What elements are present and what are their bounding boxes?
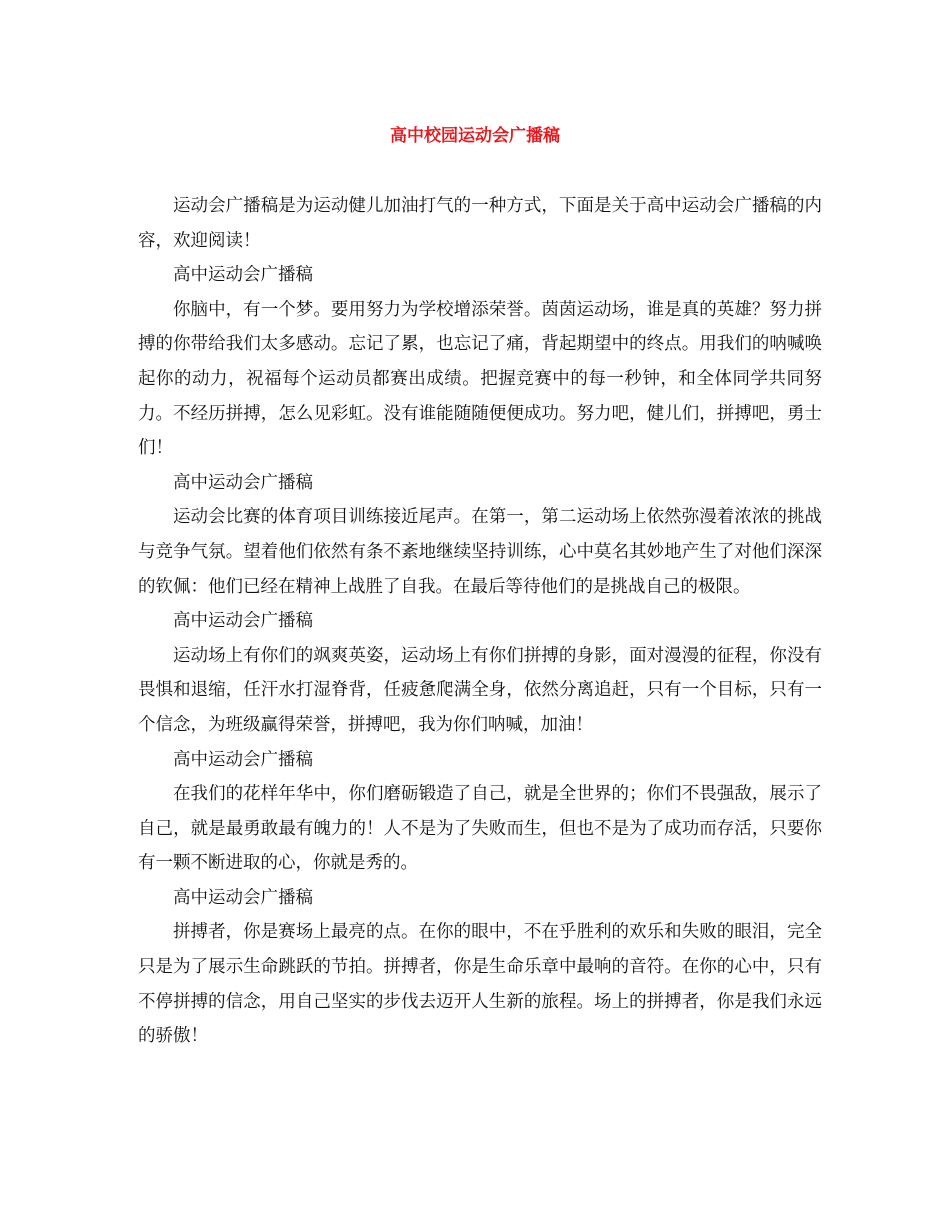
paragraph-intro: 运动会广播稿是为运动健儿加油打气的一种方式，下面是关于高中运动会广播稿的内容，欢迎阅读！ bbox=[138, 196, 822, 251]
section-heading-1: 高中运动会广播稿 bbox=[173, 265, 313, 286]
paragraph-3: 运动场上有你们的飒爽英姿，运动场上有你们拼搏的身影，面对漫漫的征程，你没有畏惧和退缩，任汗水打湿脊背，任疲惫爬满全身，依然分离追赶，只有一个目标，只有一个信念，为班级赢得荣誉，拼搏吧，我为你们呐喊，加油！ bbox=[138, 645, 822, 735]
paragraph-1: 你脑中，有一个梦。要用努力为学校增添荣誉。茵茵运动场，谁是真的英雄？努力拼搏的你带给我们太多感动。忘记了累，也忘记了痛，背起期望中的终点。用我们的呐喊唤起你的动力，祝福每个运动员都赛出成绩。把握竞赛中的每一秒钟，和全体同学共同努力。不经历拼搏，怎么见彩虹。没有谁能随随便便成功。努力吧，健儿们，拼搏吧，勇士们！ bbox=[138, 299, 822, 459]
paragraph-2: 运动会比赛的体育项目训练接近尾声。在第一，第二运动场上依然弥漫着浓浓的挑战与竞争气氛。望着他们依然有条不紊地继续坚持训练，心中莫名其妙地产生了对他们深深的钦佩：他们已经在精神上战胜了自我。在最后等待他们的是挑战自己的极限。 bbox=[138, 507, 822, 597]
paragraph-4: 在我们的花样年华中，你们磨砺锻造了自己，就是全世界的；你们不畏强敌，展示了自己，就是最勇敢最有魄力的！人不是为了失败而生，但也不是为了成功而存活，只要你有一颗不断进取的心，你就是秀的。 bbox=[138, 784, 822, 874]
section-heading-3: 高中运动会广播稿 bbox=[173, 611, 313, 632]
document-title: 高中校园运动会广播稿 bbox=[390, 126, 560, 146]
paragraph-5: 拼搏者，你是赛场上最亮的点。在你的眼中，不在乎胜利的欢乐和失败的眼泪，完全只是为了展示生命跳跃的节拍。拼搏者，你是生命乐章中最响的音符。在你的心中，只有不停拼搏的信念，用自己坚实的步伐去迈开人生新的旅程。场上的拼搏者，你是我们永远的骄傲！ bbox=[138, 922, 822, 1047]
section-heading-2: 高中运动会广播稿 bbox=[173, 472, 313, 493]
document-body bbox=[138, 189, 822, 1054]
section-heading-5: 高中运动会广播稿 bbox=[173, 887, 313, 908]
section-heading-4: 高中运动会广播稿 bbox=[173, 749, 313, 770]
